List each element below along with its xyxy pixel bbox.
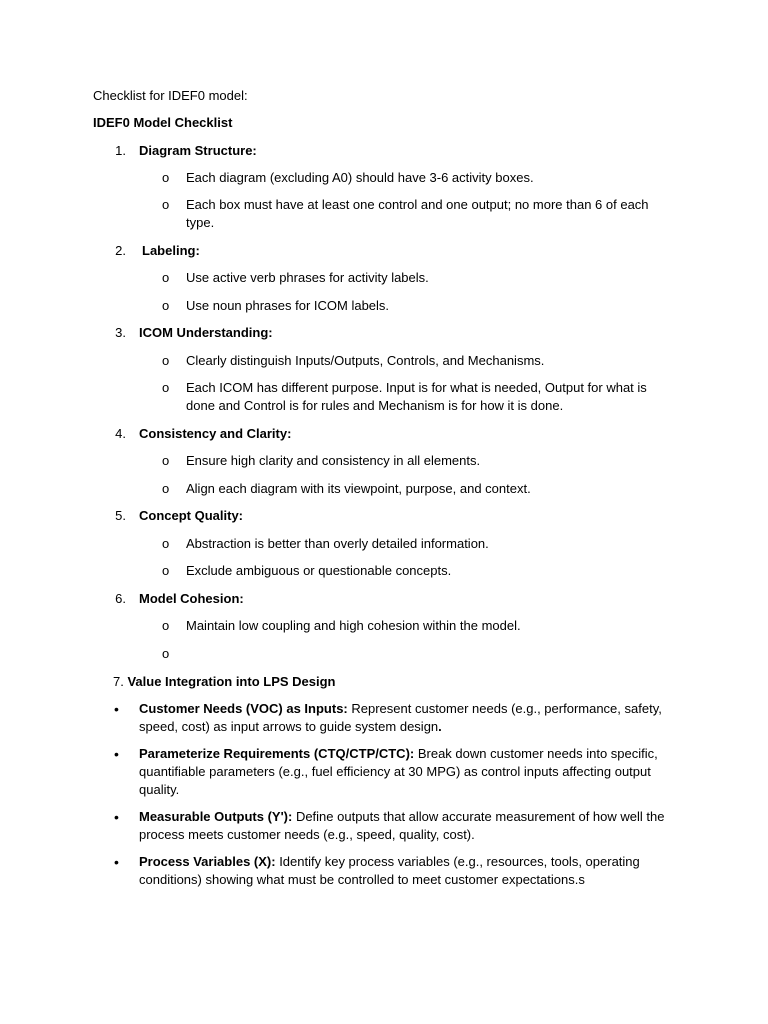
list-item: Maintain low coupling and high cohesion within the model. (186, 618, 521, 633)
section-number: 5. (115, 508, 126, 523)
sub-marker: o (162, 481, 170, 496)
bullet-item (139, 745, 674, 799)
bullet-item (139, 853, 674, 889)
section-heading: Model Cohesion: (139, 591, 244, 606)
section-heading: Labeling: (142, 243, 200, 258)
bullet-label: Measurable Outputs (Y'): (139, 809, 293, 824)
bullet-marker: • (114, 701, 119, 717)
intro-text: Checklist for IDEF0 model: (93, 88, 248, 103)
section-heading: Diagram Structure: (139, 143, 257, 158)
list-item: Use noun phrases for ICOM labels. (186, 298, 390, 313)
section-number: 2. (115, 243, 126, 258)
section-number: 7. (113, 674, 124, 689)
section-heading: ICOM Understanding: (139, 325, 273, 340)
bullet-body: Represent customer needs (e.g., performance, safety, speed, cost) as input arrows to guide system design (139, 701, 662, 734)
sub-marker: o (162, 353, 170, 368)
bullet-item (139, 808, 674, 844)
section-heading: Consistency and Clarity: (139, 426, 292, 441)
section-number: 6. (115, 591, 126, 606)
bullet-tail: . (438, 719, 442, 734)
section-number: 4. (115, 426, 126, 441)
section-7-heading-line (113, 673, 336, 691)
bullet-body: Identify key process variables (e.g., resources, tools, operating conditions) showing what must be controlled to meet customer expectations.s (139, 854, 640, 887)
bullet-item (139, 700, 674, 736)
sub-marker: o (162, 563, 170, 578)
checklist-title: IDEF0 Model Checklist (93, 115, 233, 130)
bullet-body: Define outputs that allow accurate measurement of how well the process meets customer needs (e.g., speed, quality, cost). (139, 809, 665, 842)
sub-marker: o (162, 270, 170, 285)
section-heading: Concept Quality: (139, 508, 244, 523)
bullet-label: Customer Needs (VOC) as Inputs: (139, 701, 348, 716)
sub-marker: o (162, 170, 170, 185)
list-item: Each box must have at least one control and one output; no more than 6 of each type. (186, 197, 649, 230)
list-item: Align each diagram with its viewpoint, purpose, and context. (186, 481, 531, 496)
sub-marker: o (162, 298, 170, 313)
bullet-label: Parameterize Requirements (CTQ/CTP/CTC): (139, 746, 415, 761)
bullet-body: Break down customer needs into specific, quantifiable parameters (e.g., fuel efficiency at 30 MPG) as control inputs affecting output quality. (139, 746, 658, 797)
sub-marker: o (162, 197, 170, 212)
section-number: 3. (115, 325, 126, 340)
list-item: Abstraction is better than overly detailed information. (186, 536, 489, 551)
sub-marker: o (162, 380, 170, 395)
bullet-marker: • (114, 854, 119, 870)
section-number: 1. (115, 143, 126, 158)
list-item: Ensure high clarity and consistency in all elements. (186, 453, 481, 468)
bullet-marker: • (114, 746, 119, 762)
list-item: Each ICOM has different purpose. Input is for what is needed, Output for what is done and Control is for rules and Mechanism is for how it is done. (186, 380, 647, 413)
bullet-label: Process Variables (X): (139, 854, 276, 869)
sub-marker: o (162, 618, 170, 633)
list-item: Each diagram (excluding A0) should have 3-6 activity boxes. (186, 170, 534, 185)
list-item: Clearly distinguish Inputs/Outputs, Controls, and Mechanisms. (186, 353, 545, 368)
sub-marker: o (162, 646, 170, 661)
list-item: Exclude ambiguous or questionable concepts. (186, 563, 452, 578)
sub-marker: o (162, 536, 170, 551)
section-heading: Value Integration into LPS Design (127, 674, 336, 689)
sub-marker: o (162, 453, 170, 468)
list-item: Use active verb phrases for activity labels. (186, 270, 429, 285)
bullet-marker: • (114, 809, 119, 825)
